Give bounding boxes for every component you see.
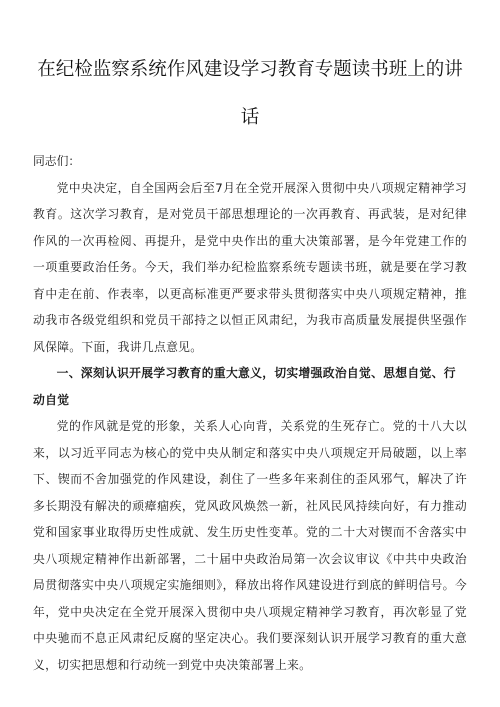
section-paragraph: 党的作风就是党的形象，关系人心向背，关系党的生死存亡。党的十八大以来，以习近平同志为核心的党中央从制定和落实中央八项规定开局破题，以上率下、锲而不舍加强党的作风建设，刹住了一些多年来刹住的歪风邪气，解决了许多长期没有解决的顽瘴痼疾，党风政风焕然一新，社风民风持续向好，有力推动党和国家事业取得历史性成就、发生历史性变革。党的二十大对锲而不舍落实中央八项规定精神作出新部署，二十届中央政治局第一次会议审议《中共中央政治局贯彻落实中央八项规定实施细则》，释放出将作风建设进行到底的鲜明信号。今年，党中央决定在全党开展深入贯彻中央八项规定精神学习教育，再次彰显了党中央驰而不息正风肃纪反腐的坚定决心。我们要深刻认识开展学习教育的重大意义，切实把思想和行动统一到党中央决策部署上来。 (33, 419, 467, 672)
section-heading: 一、深刻认识开展学习教育的重大意义，切实增强政治自觉、思想自觉、行动自觉 (33, 366, 456, 407)
intro-paragraph: 党中央决定，自全国两会后至7月在全党开展深入贯彻中央八项规定精神学习教育。这次学习教育，是对党员干部思想理论的一次再教育、再武装，是对纪律作风的一次再检阅、再提升，是党中央作出的重大决策部署，是今年党建工作的一项重要政治任务。今天，我们举办纪检监察系统专题读书班，就是要在学习教育中走在前、作表率，以更高标准更严要求带头贯彻落实中央八项规定精神，推动我市各级党组织和党员干部持之以恒正风肃纪，为我市高质量发展提供坚强作风保障。下面，我讲几点意见。 (33, 180, 467, 354)
salutation: 同志们： (33, 154, 81, 168)
document-title: 在纪检监察系统作风建设学习教育专题读书班上的讲话 (37, 59, 463, 128)
